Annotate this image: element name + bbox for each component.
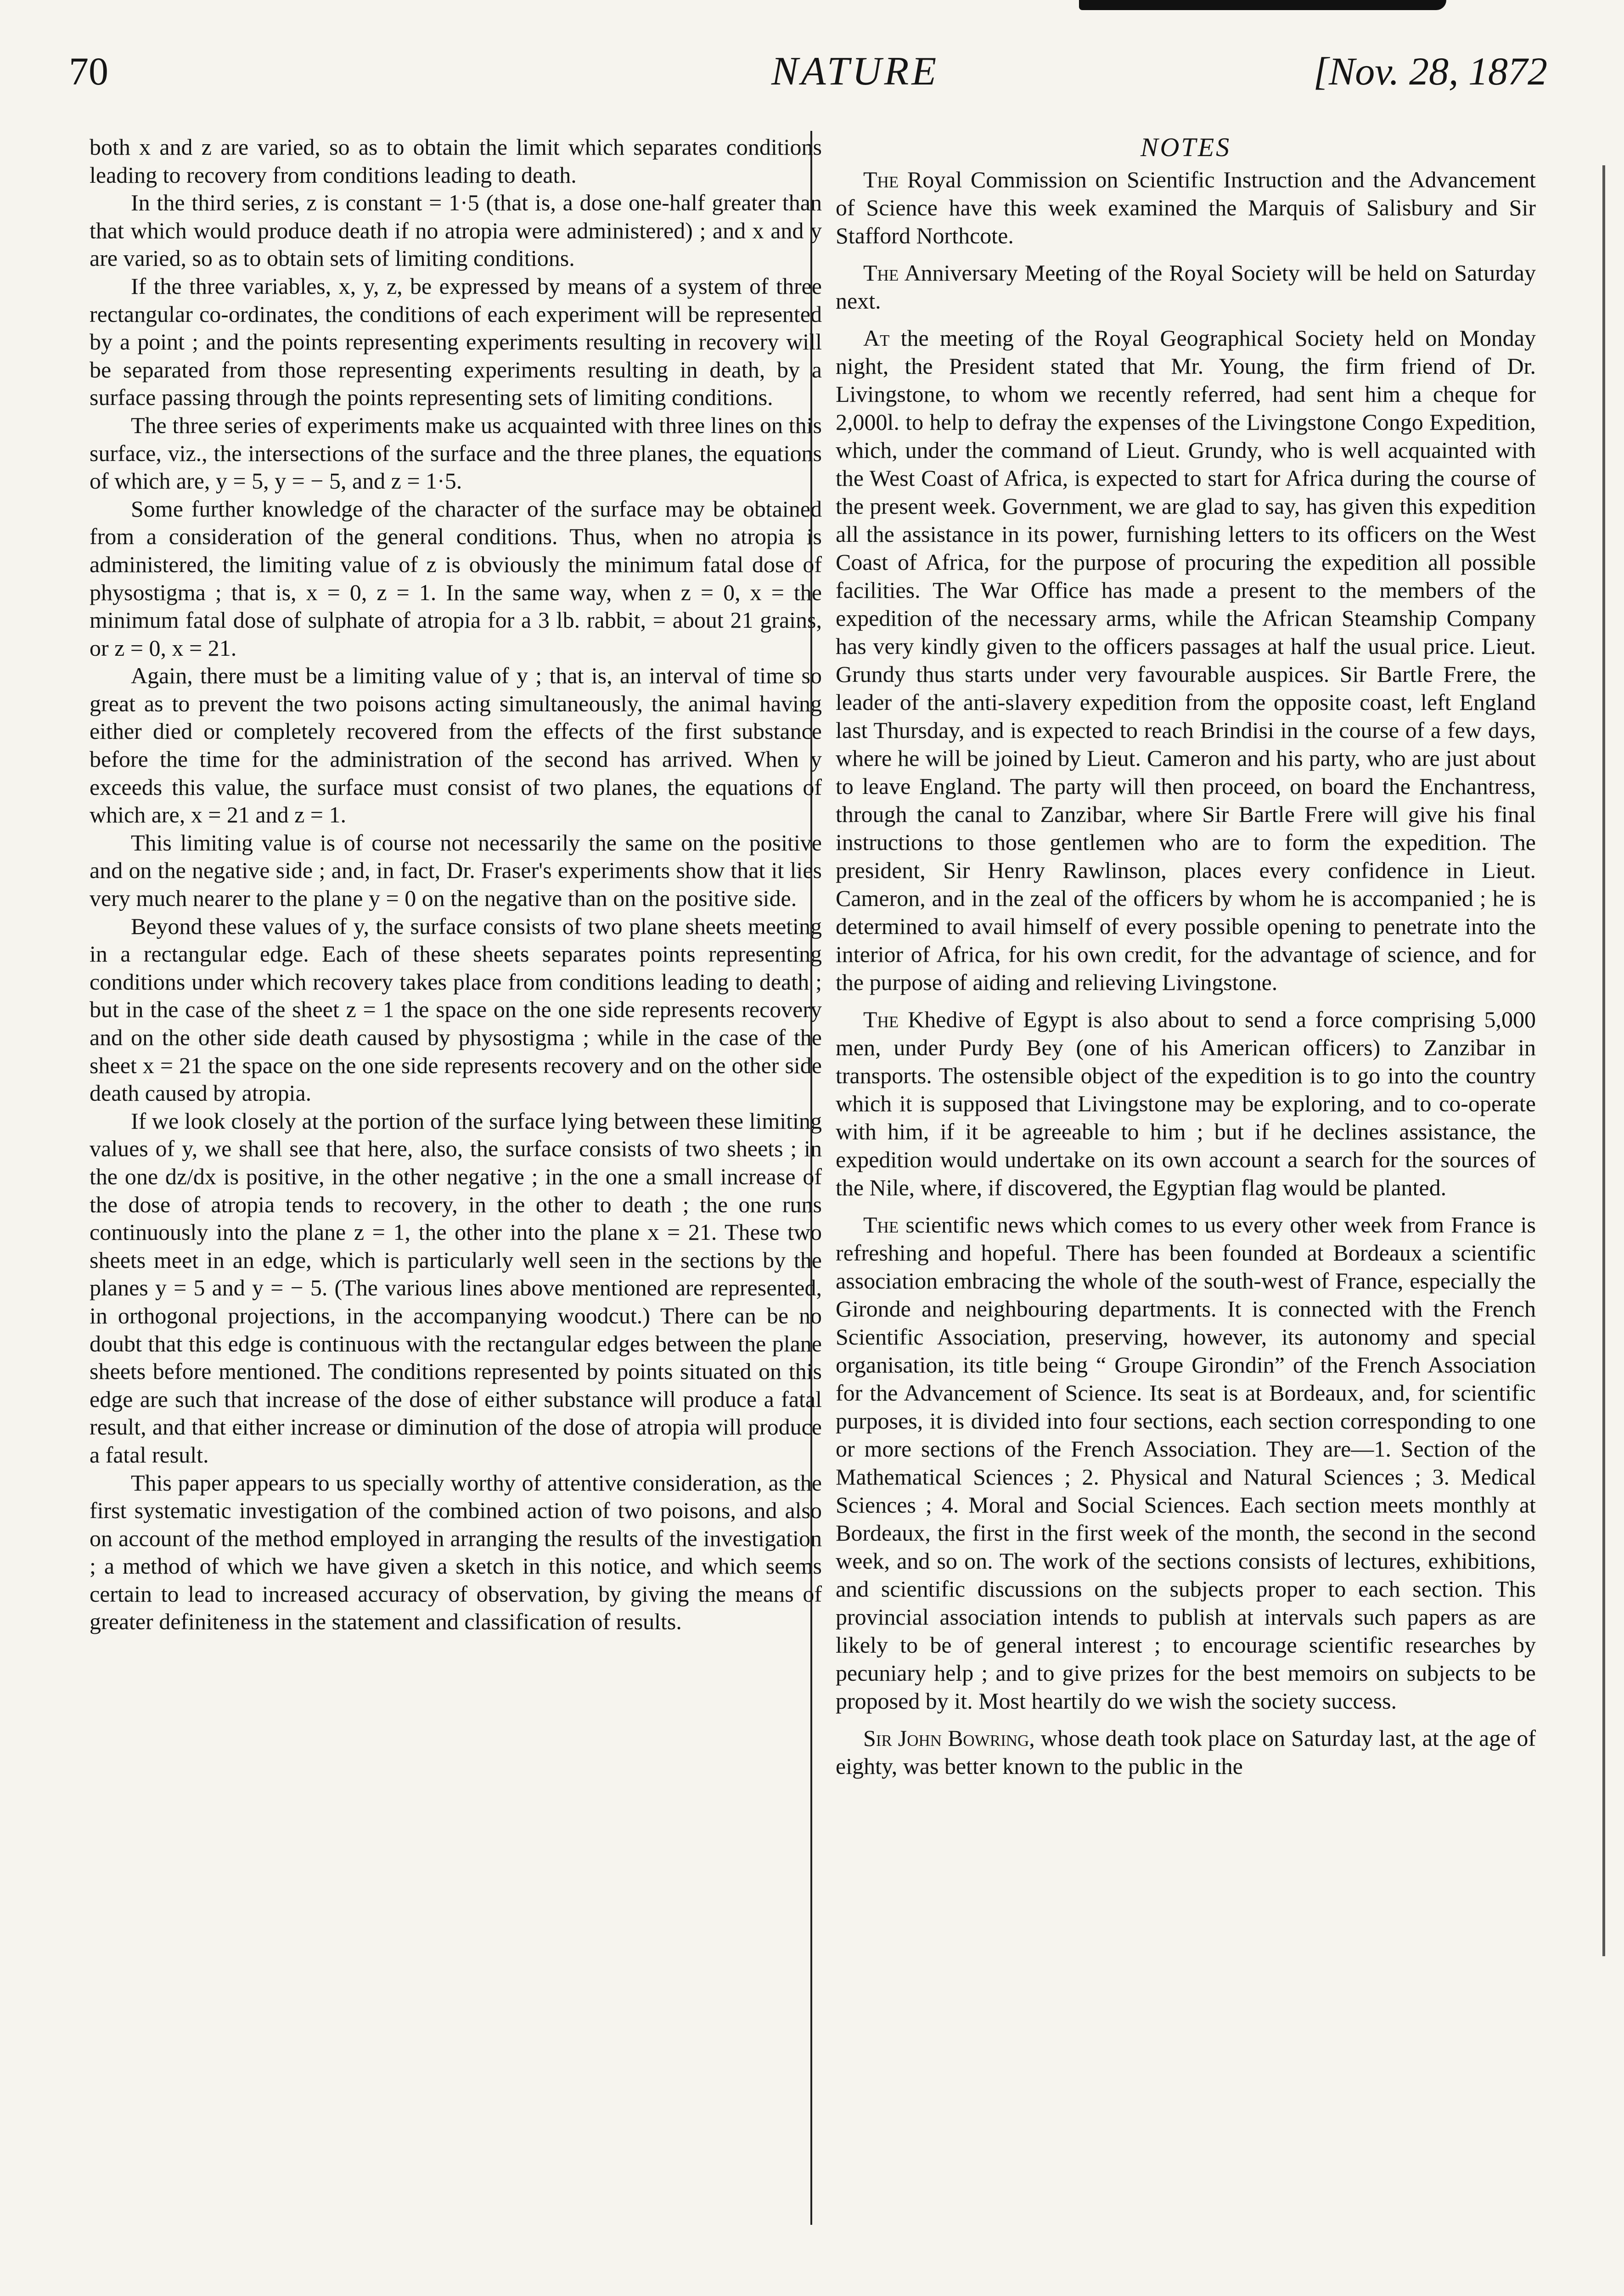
note-text: , whose death took place on Saturday last, at the age of eighty, was better known to the public in the [836, 1725, 1536, 1779]
left-paragraph: This limiting value is of course not necessarily the same on the positive and on the negative side ; and, in fact, Dr. Fraser's experiments show that it lies very much nearer to the plane y = 0 on the negative than on the positive side. [90, 829, 822, 912]
note-text: the meeting of the Royal Geographical Society held on Monday night, the President stated that Mr. Young, the firm friend of Dr. Livingstone, to whom we recently referred, had sent him a cheque for 2,000l. to help to defray the expenses of the Livingstone Congo Expedition, which, under the command of Lieut. Grundy, who is well acquainted with the West Coast of Africa, is expected to start for Africa during the course of the present week. Government, we are glad to say, has given this expedition all the assistance in its power, furnishing letters to its officers on the West Coast of Africa, for the purpose of procuring the expedition all possible facilities. The War Office has made a present to the members of the expedition of the necessary arms, while the African Steamship Company has very kindly given to the officers passages at half the usual price. Lieut. Grundy thus starts under very favourable auspices. Sir Bartle Frere, the leader of the anti-slavery expedition from the opposite coast, left England last Thursday, and is expected to reach Brindisi in the course of a few days, where he will be joined by Lieut. Cameron and his party, who are just about to leave England. The party will then proceed, on board the Enchantress, through the canal to Zanzibar, where Sir Bartle Frere will give his final instructions to those gentlemen who are to form the expedition. The president, Sir Henry Rawlinson, places every confidence in Lieut. Cameron, and in the zeal of the officers by whom he is accompanied ; he is determined to avail himself of every possible opening to penetrate into the interior of Africa, for his own credit, for the advantage of science, and for the purpose of aiding and relieving Livingstone. [836, 325, 1536, 995]
scan-edge-right [1602, 165, 1605, 1956]
left-column [90, 133, 822, 1636]
left-paragraph: This paper appears to us specially worthy of attentive consideration, as the first systematic investigation of the combined action of two poisons, and also on account of the method employed in arranging the results of the investigation ; a method of which we have given a sketch in this notice, and which seems certain to lead to increased accuracy of observation, by giving the means of greater definiteness in the statement and classification of results. [90, 1469, 822, 1635]
left-paragraph: both x and z are varied, so as to obtain the limit which separates conditions leading to recovery from conditions leading to death. [90, 134, 822, 188]
note-lead: The [863, 260, 899, 286]
issue-date: [Nov. 28, 1872 [1313, 49, 1547, 93]
page-header [69, 48, 1547, 103]
note-lead: Sir John Bowring [863, 1725, 1029, 1751]
left-paragraph: Some further knowledge of the character of the surface may be obtained from a consideration of the general conditions. Thus, when no atropia is administered, the limiting value of z is obviously the minimum fatal dose of physostigma ; that is, x = 0, z = 1. In the same way, when z = 0, x = the minimum fatal dose of sulphate of atropia for a 3 lb. rabbit, = about 21 grains, or z = 0, x = 21. [90, 495, 822, 661]
left-paragraph: If the three variables, x, y, z, be expressed by means of a system of three rectangular co-ordinates, the conditions of each experiment will be represented by a point ; and the points representing experiments resulting in recovery will be separated from those representing experiments resulting in death, by a surface passing through the points representing sets of limiting conditions. [90, 273, 822, 411]
note-paragraph [836, 166, 1536, 250]
note-text: Anniversary Meeting of the Royal Society will be held on Saturday next. [836, 260, 1536, 314]
left-paragraph: In the third series, z is constant = 1·5 (that is, a dose one-half greater than that which would produce death if no atropia were administered) ; and x and y are varied, so as to obtain sets of limiting conditions. [90, 190, 822, 271]
note-paragraph [836, 324, 1536, 996]
note-lead: The [863, 167, 899, 192]
notes-heading: NOTES [1140, 132, 1231, 162]
note-paragraph [836, 1724, 1536, 1780]
note-text: Royal Commission on Scientific Instruction and the Advancement of Science have this week examined the Marquis of Salisbury and Sir Stafford Northcote. [836, 167, 1536, 248]
right-column [836, 133, 1536, 1780]
scan-edge-top [1079, 0, 1446, 10]
note-lead: The [863, 1007, 899, 1032]
left-paragraph: Again, there must be a limiting value of y ; that is, an interval of time so great as to prevent the two poisons acting simultaneously, the animal having either died or completely recovered from the effects of the first substance before the time for the administration of the second has arrived. When y exceeds this value, the surface must consist of two planes, the equations of which are, x = 21 and z = 1. [90, 663, 822, 828]
note-text: scientific news which comes to us every other week from France is refreshing and hopeful. There has been founded at Bordeaux a scientific association embracing the whole of the south-west of France, especially the Gironde and neighbouring departments. It is connected with the French Scientific Association, preserving, however, its autonomy and special organisation, its title being “ Groupe Girondin” of the French Association for the Advancement of Science. Its seat is at Bordeaux, and, for scientific purposes, it is divided into four sections, each section corresponding to one or more sections of the French Association. They are—1. Section of the Mathematical Sciences ; 2. Physical and Natural Sciences ; 3. Medical Sciences ; 4. Moral and Social Sciences. Each section meets monthly at Bordeaux, the first in the first week of the month, the second in the second week, and so on. The work of the sections consists of lectures, exhibitions, and scientific discussions on the subjects proper to each section. This provincial association intends to publish at intervals such papers as are likely to be of general interest ; to encourage scientific researches by pecuniary help ; and to give prizes for the best memoirs on subjects to be proposed by it. Most heartily do we wish the society success. [836, 1212, 1536, 1714]
left-paragraph: If we look closely at the portion of the surface lying between these limiting values of y, we shall see that here, also, the surface consists of two sheets ; in the one dz/dx is positive, in the other negative ; in the one a small increase of the dose of atropia tends to recovery, in the other to death ; the one runs continuously into the plane z = 1, the other into the plane x = 21. These two sheets meet in an edge, which is particularly well seen in the sections by the planes y = 5 and y = − 5. (The various lines above mentioned are represented, in orthogonal projections, in the accompanying woodcut.) There can be no doubt that this edge is continuous with the rectangular edges between the plane sheets before mentioned. The conditions represented by points situated on this edge are such that increase of the dose of either substance will produce a fatal result, and that either increase or diminution of the dose of atropia will produce a fatal result. [90, 1108, 822, 1468]
left-paragraph: Beyond these values of y, the surface consists of two plane sheets meeting in a rectangular edge. Each of these sheets separates points representing conditions under which recovery takes place from conditions leading to death ; but in the case of the sheet z = 1 the space on the one side represents recovery and on the other side death caused by physostigma ; while in the case of the sheet x = 21 the space on the one side represents recovery and on the other side death caused by atropia. [90, 913, 822, 1106]
note-lead: At [863, 325, 890, 351]
note-lead: The [863, 1212, 899, 1238]
journal-title: NATURE [771, 49, 939, 94]
note-paragraph [836, 1006, 1536, 1202]
note-paragraph [836, 259, 1536, 315]
left-paragraph: The three series of experiments make us acquainted with three lines on this surface, viz., the intersections of the surface and the three planes, the equations of which are, y = 5, y = − 5, and z = 1·5. [90, 412, 822, 494]
note-text: Khedive of Egypt is also about to send a force comprising 5,000 men, under Purdy Bey (one of his American officers) to Zanzibar in transports. The ostensible object of the expedition is to go into the country which it is supposed that Livingstone may be exploring, and to co-operate with him, if it be agreeable to him ; but if he declines assistance, the expedition would undertake on its own account a search for the sources of the Nile, where, if discovered, the Egyptian flag would be planted. [836, 1007, 1536, 1200]
page-number: 70 [69, 49, 108, 93]
note-paragraph [836, 1211, 1536, 1715]
